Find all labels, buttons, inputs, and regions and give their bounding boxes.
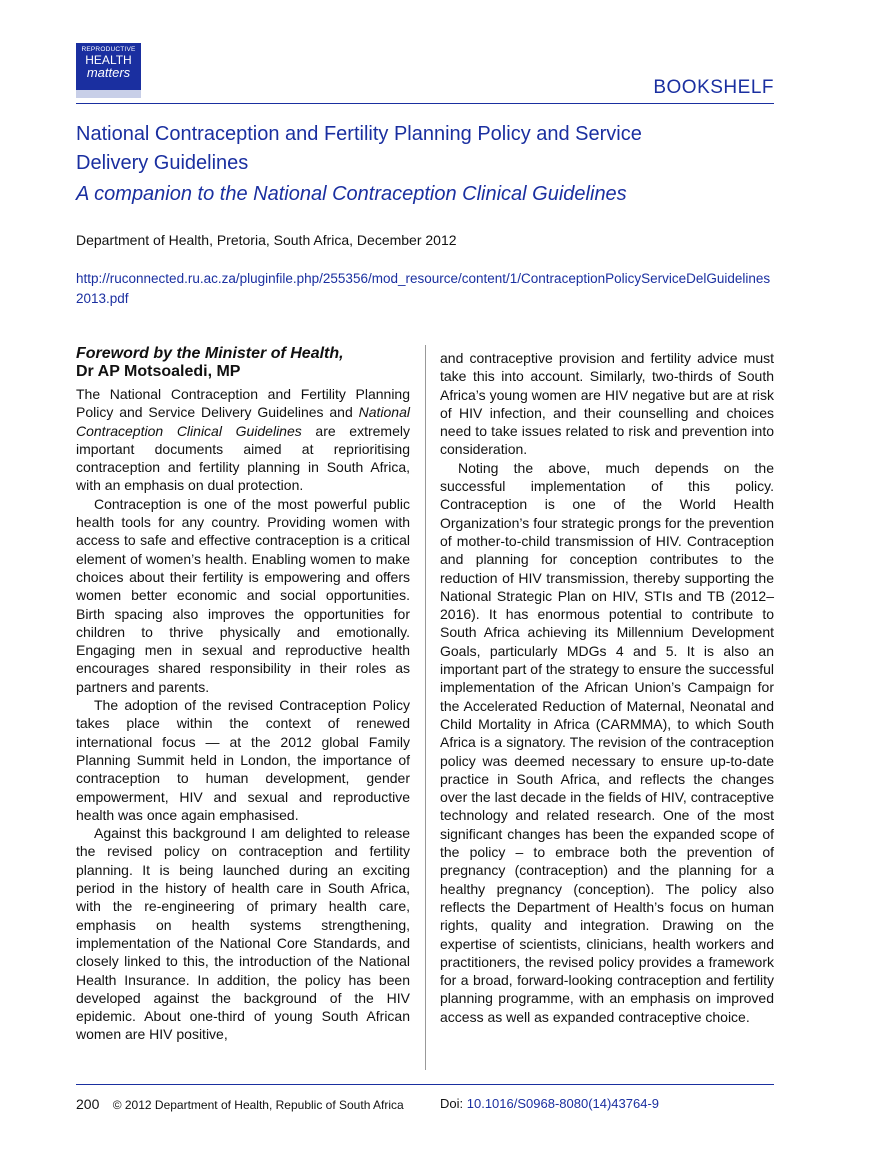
paragraph: Noting the above, much depends on the successful implementation of this policy. Contraception is one of the World Health Organization’s four strategic prongs for the prevention of mother-to-child transmission of HIV. Contraception and planning for conception contributes to the reduction of HIV transmission, thereby supporting the National Strategic Plan on HIV, STIs and TB (2012–2016). It has enormous potential to contribute to South Africa achieving its Millennium Development Goals, particularly MDGs 4 and 5. It is also an important part of the strategy to ensure the successful implementation of the African Union’s Campaign for the Accelerated Reduction of Maternal, Neonatal and Child Mortality in Africa (CARMMA), to which South Africa is a signatory. The revision of the contraception policy was deemed necessary to ensure up-to-date practice in South Africa, and reflects the changes over the last decade in the fields of HIV, contraceptive technology and related research. One of the most significant changes has been the expanded scope of the policy – to embrace both the prevention of pregnancy (contraception) and the planning for a healthy pregnancy (conception). The policy also reflects the Department of Health’s focus on human rights, quality and integration. Drawing on the expertise of scientists, clinicians, health workers and practitioners, the revised policy provides a framework for a broad, forward-looking contraception and fertility planning programme, with an emphasis on improved access as well as expanded contraceptive choice.: [440, 459, 774, 1025]
paragraph: Against this background I am delighted to release the revised policy on contraception and fertility planning. It is being launched during an exciting period in the history of health care in South Africa, with the re-engineering of primary health care, emphasis on health systems strengthening, implementation of the National Core Standards, and closely linked to this, the introduction of the National Health Insurance. In addition, the policy has been developed against the background of the HIV epidemic. About one-third of young South African women are HIV positive,: [76, 825, 410, 1043]
logo-line-1: REPRODUCTIVE: [81, 46, 136, 53]
footer-rule: [76, 1084, 774, 1085]
header-rule: [76, 103, 774, 104]
paragraph-text: The National Contraception and Fertility Planning Policy and Service Delivery Guidelines and: [76, 386, 410, 421]
paragraph-text: are extremely important documents aimed at reprioritising contraception and fertility planning in South Africa, with an emphasis on dual protection.: [76, 422, 410, 494]
logo-bar: [76, 90, 141, 98]
foreword-heading: [76, 345, 410, 381]
logo-line-3: matters: [86, 65, 131, 80]
article-subtitle: A companion to the National Contraception Clinical Guidelines: [76, 183, 627, 205]
foreword-heading-line-1: Foreword by the Minister of Health,: [76, 345, 344, 362]
section-label: BOOKSHELF: [653, 77, 774, 98]
publication-info: Department of Health, Pretoria, South Africa, December 2012: [76, 232, 457, 248]
column-right: [440, 349, 774, 1026]
journal-logo: [76, 43, 141, 98]
logo-line-2: HEALTH: [85, 53, 132, 67]
copyright: © 2012 Department of Health, Republic of South Africa: [112, 1098, 404, 1112]
column-left: [76, 345, 410, 1044]
page-number: 200: [76, 1096, 100, 1112]
paragraph: and contraceptive provision and fertility advice must take this into account. Similarly, two-thirds of South Africa’s young women are HIV negative but are at risk of HIV infection, and their counselling and choices need to take issues related to risk and prevention into consideration.: [440, 350, 774, 458]
paragraph: The adoption of the revised Contraception Policy takes place within the context of renewed international focus — at the 2012 global Family Planning Summit held in London, the importance of contraception to human development, gender empowerment, HIV and sexual and reproductive health was once again emphasised.: [76, 697, 410, 823]
column-divider: [425, 345, 426, 1070]
paragraph: Contraception is one of the most powerful public health tools for any country. Providing women with access to safe and effective contraception is a critical element of women’s health. Enabling women to make choices about their fertility is empowering and offers women better economic and social opportunities. Birth spacing also improves the opportunities for children to thrive physically and emotionally. Engaging men in sexual and reproductive health encourages shared responsibility in their roles as partners and parents.: [76, 495, 410, 695]
paragraph: [76, 385, 410, 495]
emphasis-text: National Contraception Clinical Guidelines: [76, 404, 410, 439]
doi-link[interactable]: 10.1016/S0968-8080(14)43764-9: [466, 1096, 660, 1111]
source-link[interactable]: http://ruconnected.ru.ac.za/pluginfile.php/255356/mod_resource/content/1/ContraceptionPolicyServiceDelGuidelines2013.pdf: [76, 271, 771, 306]
doi-label: Doi:: [440, 1096, 464, 1111]
article-title: National Contraception and Fertility Planning Policy and Service Delivery Guidelines: [76, 123, 642, 174]
doi: [440, 1096, 659, 1111]
foreword-author: Dr AP Motsoaledi, MP: [76, 363, 241, 380]
footer: [76, 1096, 404, 1112]
